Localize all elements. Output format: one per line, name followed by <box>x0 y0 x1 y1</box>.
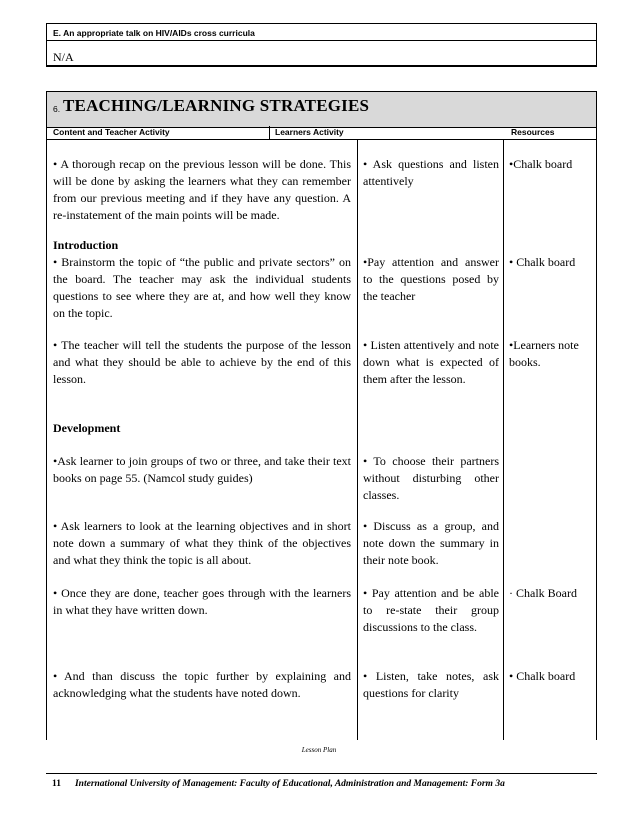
footer-text: International University of Management: Faculty of Educational, Administration and Management: Form 3a <box>74 779 505 789</box>
table-cell: • Ask learners to look at the learning objectives and in short note down a summary of what they think of the objectives and what they think the topic is all about. <box>53 519 351 567</box>
strategies-table <box>46 140 597 740</box>
table-cell: • Discuss as a group, and note down the summary in their note book. <box>363 519 499 567</box>
column-header-learners: Learners Activity <box>275 127 344 137</box>
page-footer <box>52 779 505 789</box>
table-cell: • Pay attention and be able to re-state their group discussions to the class. <box>363 586 499 634</box>
table-cell: •Learners note books. <box>509 338 579 369</box>
section-heading: Development <box>53 421 121 435</box>
column-header-content: Content and Teacher Activity <box>53 127 170 137</box>
column-divider <box>503 140 504 740</box>
table-cell: • Once they are done, teacher goes through with the learners in what they have written down. <box>53 586 351 617</box>
divider <box>46 773 597 774</box>
section-e-value: N/A <box>53 50 74 64</box>
running-footer-title: Lesson Plan <box>301 746 337 754</box>
section-title: TEACHING/LEARNING STRATEGIES <box>63 96 370 115</box>
section-e-box <box>46 23 597 67</box>
table-cell: • A thorough recap on the previous lesson will be done. This will be done by asking the learners what they can remember from our previous meeting and if they have any question. A re-instatement of the main points will be made. <box>53 157 351 222</box>
divider <box>269 126 270 139</box>
column-divider <box>357 140 358 740</box>
section-6-header <box>46 91 597 128</box>
divider <box>47 40 596 41</box>
table-cell: • And than discuss the topic further by explaining and acknowledging what the students have noted down. <box>53 669 351 700</box>
table-cell: • Ask questions and listen attentively <box>363 157 499 188</box>
table-cell: • Listen attentively and note down what is expected of them after the lesson. <box>363 338 499 386</box>
table-cell: • Brainstorm the topic of “the public and private sectors” on the board. The teacher may ask the individual students questions to see where they are at, and how well they know on the topic. <box>53 255 351 320</box>
table-cell: • Chalk board <box>509 669 576 683</box>
table-cell: • To choose their partners without disturbing other classes. <box>363 454 499 502</box>
table-cell: • Listen, take notes, ask questions for clarity <box>363 669 499 700</box>
table-cell: • The teacher will tell the students the purpose of the lesson and what they should be able to achieve by the end of this lesson. <box>53 338 351 386</box>
section-number: 6. <box>53 104 61 114</box>
section-heading: Introduction <box>53 238 119 252</box>
column-header-resources: Resources <box>511 127 555 137</box>
table-cell: •Pay attention and answer to the questions posed by the teacher <box>363 255 499 303</box>
section-e-label: E. An appropriate talk on HIV/AIDs cross curricula <box>53 28 255 38</box>
table-header <box>46 126 597 140</box>
table-cell: •Chalk board <box>509 157 573 171</box>
table-cell: •Ask learner to join groups of two or three, and take their text books on page 55. (Namcol study guides) <box>53 454 351 485</box>
table-cell: • Chalk board <box>509 255 576 269</box>
table-cell: · Chalk Board <box>509 586 577 600</box>
page-number: 11 <box>52 779 61 789</box>
